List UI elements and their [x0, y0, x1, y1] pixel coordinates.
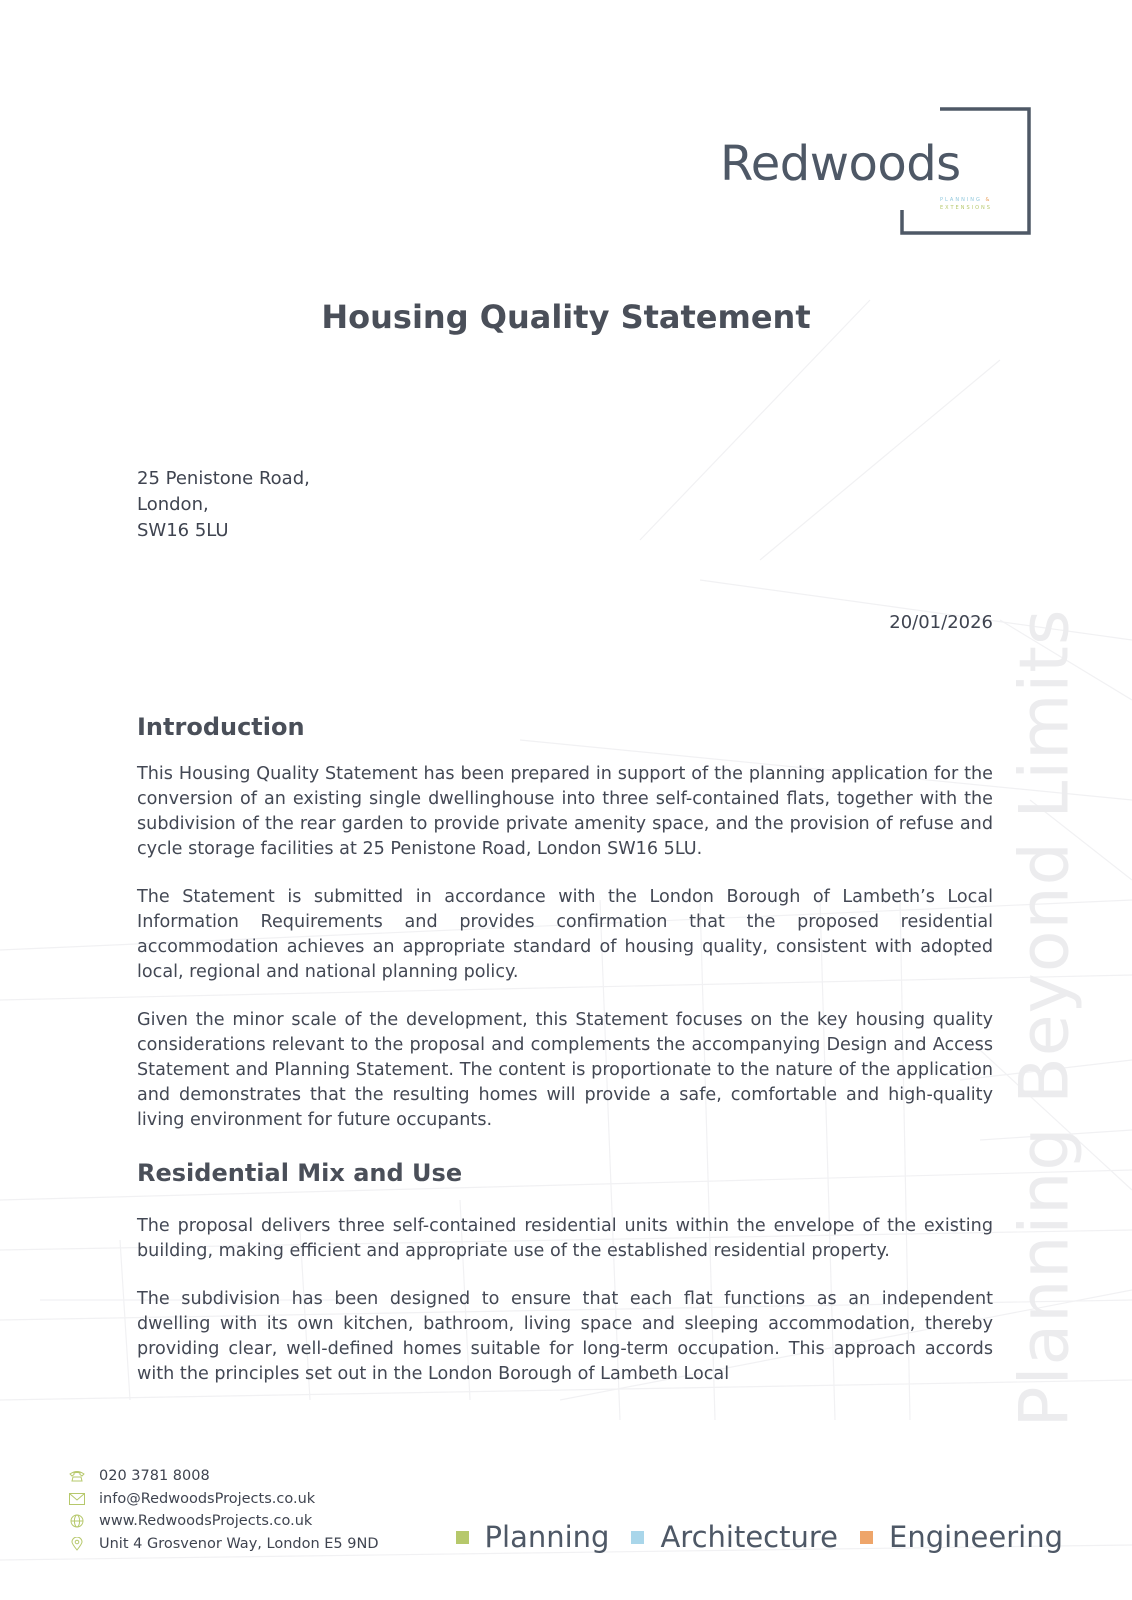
- paragraph: The proposal delivers three self-contained residential units within the envelope of the existing building, making efficient and appropriate use of the established residential property.: [137, 1216, 993, 1261]
- logo-subtitle: PLANNING & EXTENSIONS: [940, 197, 992, 211]
- email-link[interactable]: info@RedwoodsProjects.co.uk: [99, 1490, 316, 1507]
- contact-address: [68, 1533, 379, 1556]
- document-title: Housing Quality Statement: [321, 298, 811, 336]
- service-architecture: [631, 1520, 838, 1554]
- square-bullet-icon: [631, 1531, 644, 1544]
- footer-contacts: [68, 1465, 379, 1555]
- logo-wordmark: Redwoods: [720, 136, 961, 192]
- address-line: London,: [137, 494, 209, 515]
- office-address: Unit 4 Grosvenor Way, London E5 9ND: [99, 1535, 379, 1552]
- paragraph: Given the minor scale of the development, this Statement focuses on the key housing quality considerations relevant to the proposal and complements the accompanying Design and Access Statement and Planning Statement. The content is proportionate to the nature of the application and demonstrates that the resulting homes will provide a safe, comfortable and high-quality living environment for future occupants.: [137, 1010, 993, 1130]
- globe-icon: [68, 1514, 86, 1528]
- document-body: [137, 710, 993, 1387]
- section-heading-residential-mix: Residential Mix and Use: [137, 1159, 463, 1187]
- address-line: SW16 5LU: [137, 520, 229, 541]
- paragraph: The subdivision has been designed to ensure that each flat functions as an independent dwelling with its own kitchen, bathroom, living space and sleeping accommodation, thereby providing clear, well-defined homes suitable for long-term occupation. This approach accords with the principles set out in the London Borough of Lambeth Local: [137, 1289, 993, 1384]
- document-date: 20/01/2026: [889, 612, 993, 633]
- service-engineering: [860, 1520, 1063, 1554]
- section-heading-introduction: Introduction: [137, 713, 305, 741]
- square-bullet-icon: [860, 1531, 873, 1544]
- location-pin-icon: [68, 1537, 86, 1551]
- envelope-icon: [68, 1492, 86, 1506]
- service-label: Engineering: [889, 1520, 1063, 1554]
- website-link[interactable]: www.RedwoodsProjects.co.uk: [99, 1513, 313, 1530]
- tagline-watermark: Planning Beyond Limits: [1005, 608, 1085, 1428]
- contact-email: [68, 1488, 379, 1511]
- square-bullet-icon: [456, 1531, 469, 1544]
- footer-services: [456, 1520, 1063, 1554]
- paragraph: This Housing Quality Statement has been prepared in support of the planning application for the conversion of an existing single dwellinghouse into three self-contained flats, together with the subdivision of the rear garden to provide private amenity space, and the provision of refuse and cycle storage facilities at 25 Penistone Road, London SW16 5LU.: [137, 764, 993, 859]
- phone-icon: [68, 1469, 86, 1483]
- contact-phone: [68, 1465, 379, 1488]
- paragraph: The Statement is submitted in accordance with the London Borough of Lambeth’s Local Information Requirements and provides confirmation that the proposed residential accommodation achieves an appropriate standard of housing quality, consistent with adopted local, regional and national planning policy.: [137, 887, 993, 982]
- redwoods-logo: [716, 106, 1032, 236]
- service-label: Architecture: [660, 1520, 838, 1554]
- recipient-address: [137, 466, 310, 544]
- address-line: 25 Penistone Road,: [137, 468, 310, 489]
- service-label: Planning: [484, 1520, 610, 1554]
- phone-number[interactable]: 020 3781 8008: [99, 1468, 210, 1485]
- service-planning: [456, 1520, 610, 1554]
- contact-website: [68, 1510, 379, 1533]
